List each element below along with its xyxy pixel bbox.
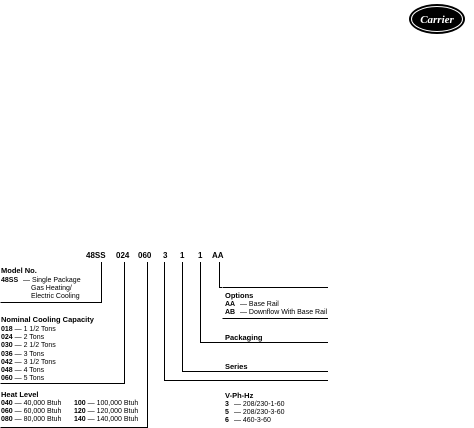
item-code: AA: [225, 301, 236, 308]
code-cooling: 024: [116, 251, 130, 260]
item-desc: — 60,000 Btuh: [14, 408, 62, 416]
heat-list-left: [1, 400, 61, 425]
list-item: [225, 417, 285, 425]
list-item: [1, 400, 61, 408]
list-item: [1, 326, 56, 334]
item-desc: — 100,000 Btuh: [87, 400, 139, 407]
item-desc: — 140,000 Btuh: [87, 416, 139, 424]
list-item: [1, 416, 61, 424]
list-item: [1, 367, 56, 375]
list-item: [74, 400, 138, 408]
model-no-desc-line: Electric Cooling: [31, 293, 80, 301]
model-no-header: Model No.: [1, 266, 37, 275]
code-options: AA: [212, 251, 224, 260]
options-header: Options: [225, 291, 254, 300]
list-item: [225, 401, 285, 409]
item-code: 060: [1, 375, 13, 383]
item-code: 080: [1, 416, 13, 424]
model-no-desc-line: — Single Package: [23, 277, 81, 284]
item-desc: — 3 1/2 Tons: [14, 358, 56, 366]
item-code: 6: [225, 417, 229, 425]
item-desc: — 5 Tons: [14, 375, 45, 383]
item-code: 140: [74, 416, 86, 424]
code-heat: 060: [138, 251, 152, 260]
item-code: 024: [1, 334, 13, 342]
item-desc: — 120,000 Btuh: [87, 408, 139, 416]
vph-list: [225, 401, 285, 426]
item-desc: — 2 1/2 Tons: [14, 342, 56, 350]
packaging-header: Packaging: [225, 333, 263, 342]
code-packaging: 1: [198, 251, 203, 260]
item-code: 048: [1, 367, 13, 375]
list-item: [225, 301, 327, 309]
list-item: [1, 408, 61, 416]
item-code: 120: [74, 408, 86, 416]
item-code: 3: [225, 401, 229, 408]
item-desc: — 3 Tons: [14, 350, 45, 358]
item-code: 042: [1, 358, 13, 366]
heat-header: Heat Level: [1, 390, 39, 399]
options-list: [225, 301, 327, 317]
cooling-list: [1, 326, 56, 383]
code-vph: 3: [163, 251, 168, 260]
logo-text: Carrier: [420, 14, 454, 26]
list-item: [1, 359, 56, 367]
code-series-48ss: 48SS: [86, 251, 106, 260]
item-desc: — 460-3-60: [233, 417, 271, 425]
series-header: Series: [225, 362, 248, 371]
item-desc: — Downflow With Base Rail: [239, 309, 328, 317]
item-code: 030: [1, 342, 13, 350]
model-no-code: [1, 277, 18, 285]
item-desc: — Base Rail: [239, 301, 279, 308]
list-item: [1, 334, 56, 342]
item-code: AB: [225, 309, 236, 317]
list-item: [74, 408, 138, 416]
item-code: 100: [74, 400, 86, 407]
model-no-desc-line: Gas Heating/: [31, 285, 72, 293]
item-desc: — 208/230-1-60: [233, 401, 285, 408]
list-item: [1, 351, 56, 359]
item-desc: — 2 Tons: [14, 334, 45, 342]
item-desc: — 208/230-3-60: [233, 409, 285, 417]
item-desc: — 40,000 Btuh: [14, 400, 62, 407]
item-desc: — 80,000 Btuh: [14, 416, 62, 424]
model-no-desc: [23, 277, 81, 302]
item-code: 036: [1, 350, 13, 358]
item-code: 060: [1, 408, 13, 416]
list-item: [225, 309, 327, 317]
item-code: 018: [1, 326, 13, 333]
list-item: [1, 342, 56, 350]
item-desc: — 1 1/2 Tons: [14, 326, 56, 333]
model-no-code-value: 48SS: [1, 277, 19, 284]
list-item: [1, 375, 56, 383]
item-code: 040: [1, 400, 13, 407]
heat-list-right: [74, 400, 138, 425]
item-desc: — 4 Tons: [14, 367, 45, 375]
code-series: 1: [180, 251, 185, 260]
item-code: 5: [225, 409, 229, 417]
list-item: [74, 416, 138, 424]
options-connector: [220, 262, 223, 288]
vph-header: V-Ph-Hz: [225, 391, 254, 400]
list-item: [225, 409, 285, 417]
cooling-header: Nominal Cooling Capacity: [1, 315, 94, 324]
